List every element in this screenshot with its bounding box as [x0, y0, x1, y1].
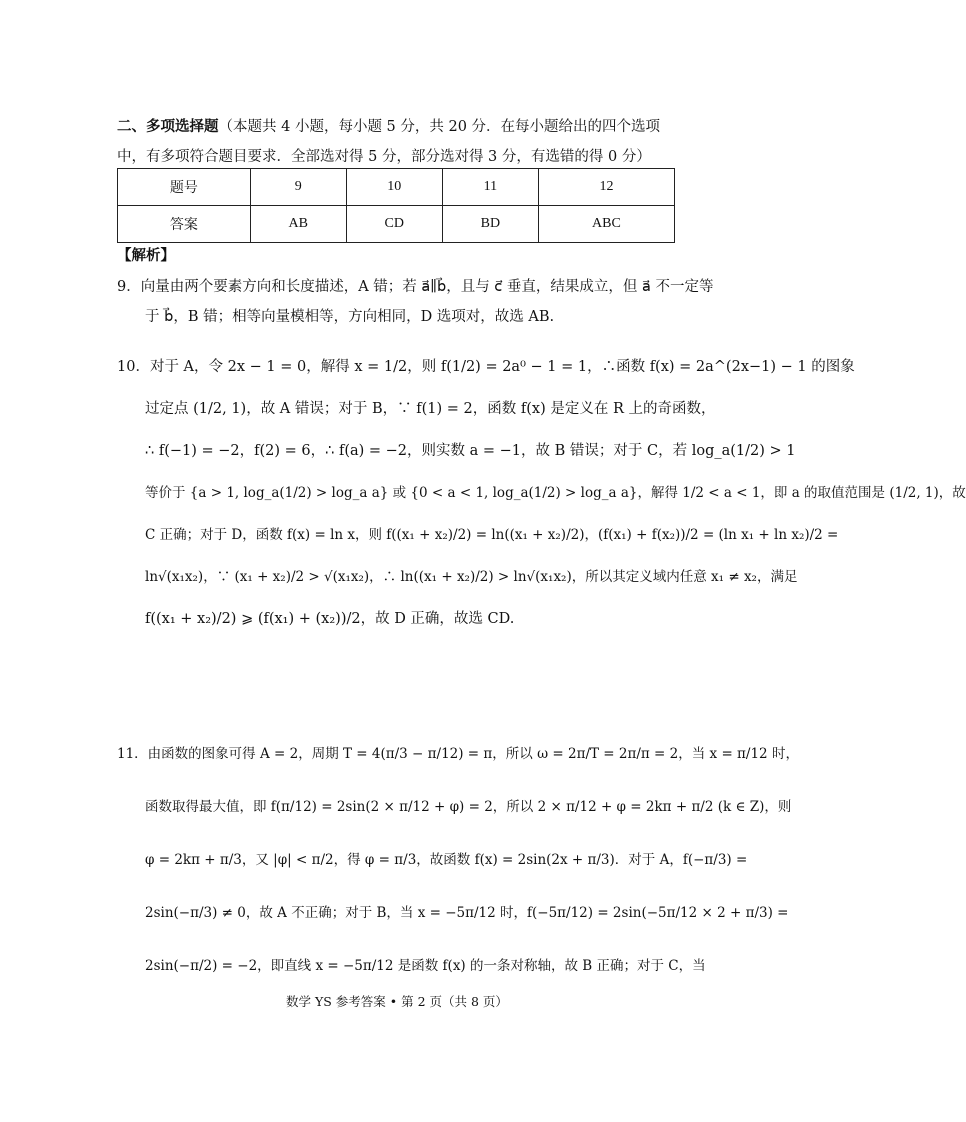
- table-cell: ABC: [538, 206, 674, 243]
- table-cell: 9: [250, 169, 346, 206]
- solution-line: f((x₁ + x₂)/2) ⩾ (f(x₁) + (x₂))/2，故 D 正确，故选 CD.: [145, 611, 515, 627]
- table-cell: 题号: [118, 169, 251, 206]
- solution-line: ∴ f(−1) = −2，f(2) = 6，∴ f(a) = −2，则实数 a = −1，故 B 错误；对于 C，若 log_a(1/2) > 1: [145, 443, 796, 459]
- solution-line: 2sin(−π/2) = −2，即直线 x = −5π/12 是函数 f(x) 的一条对称轴，故 B 正确；对于 C，当: [145, 958, 706, 974]
- table-cell: 11: [442, 169, 538, 206]
- solution-line: 10．对于 A，令 2x − 1 = 0，解得 x = 1/2，则 f(1/2) = 2a⁰ − 1 = 1，∴函数 f(x) = 2a^(2x−1) − 1 的图象: [117, 359, 855, 375]
- solution-line: 等价于 {a > 1, log_a(1/2) > log_a a} 或 {0 < a < 1, log_a(1/2) > log_a a}，解得 1/2 < a < 1，即 a 的取值范围是 (1/2, 1)，故: [145, 485, 966, 501]
- solution-line: C 正确；对于 D，函数 f(x) = ln x，则 f((x₁ + x₂)/2) = ln((x₁ + x₂)/2)，(f(x₁) + f(x₂))/2 = (ln x₁ + ln x₂)/2 =: [145, 527, 839, 543]
- solution-line: ln√(x₁x₂)，∵ (x₁ + x₂)/2 > √(x₁x₂)，∴ ln((x₁ + x₂)/2) > ln√(x₁x₂)，所以其定义域内任意 x₁ ≠ x₂，满足: [145, 569, 798, 585]
- solution-9: [117, 272, 714, 332]
- solution-line: 于 b⃗，B 错；相等向量模相等，方向相同，D 选项对，故选 AB.: [145, 309, 555, 325]
- table-header-row: [118, 169, 675, 206]
- solution-line: 过定点 (1/2, 1)，故 A 错误；对于 B，∵ f(1) = 2，函数 f(x) 是定义在 R 上的奇函数，: [145, 401, 716, 417]
- solution-10: [117, 346, 966, 640]
- section-title: 二、多项选择题: [117, 118, 219, 135]
- section-description: （本题共 4 小题，每小题 5 分，共 20 分．在每小题给出的四个选项中，有多项符合题目要求．全部选对得 5 分，部分选对得 3 分，有选错的得 0 分）: [117, 119, 661, 165]
- analysis-label: 【解析】: [117, 247, 175, 264]
- page-footer: 数学 YS 参考答案 • 第 2 页（共 8 页）: [286, 994, 508, 1009]
- section-heading: [117, 112, 682, 172]
- table-cell: BD: [442, 206, 538, 243]
- table-cell: 10: [346, 169, 442, 206]
- answer-table: [117, 168, 675, 243]
- solution-line: 2sin(−π/3) ≠ 0，故 A 不正确；对于 B，当 x = −5π/12 时，f(−5π/12) = 2sin(−5π/12 × 2 + π/3) =: [145, 905, 789, 921]
- table-cell: AB: [250, 206, 346, 243]
- table-cell: CD: [346, 206, 442, 243]
- table-answer-row: [118, 206, 675, 243]
- table-cell: 答案: [118, 206, 251, 243]
- solution-line: φ = 2kπ + π/3，又 |φ| < π/2，得 φ = π/3，故函数 f(x) = 2sin(2x + π/3)．对于 A，f(−π/3) =: [145, 852, 748, 868]
- solution-11: [117, 728, 799, 993]
- solution-line: 11．由函数的图象可得 A = 2，周期 T = 4(π/3 − π/12) = π，所以 ω = 2π/T = 2π/π = 2，当 x = π/12 时，: [117, 746, 799, 762]
- solution-line: 函数取得最大值，即 f(π/12) = 2sin(2 × π/12 + φ) = 2，所以 2 × π/12 + φ = 2kπ + π/2 (k ∈ Z)，则: [145, 799, 792, 815]
- table-cell: 12: [538, 169, 674, 206]
- solution-line: 9．向量由两个要素方向和长度描述，A 错；若 a⃗∥b⃗，且与 c⃗ 垂直，结果成立，但 a⃗ 不一定等: [117, 279, 714, 295]
